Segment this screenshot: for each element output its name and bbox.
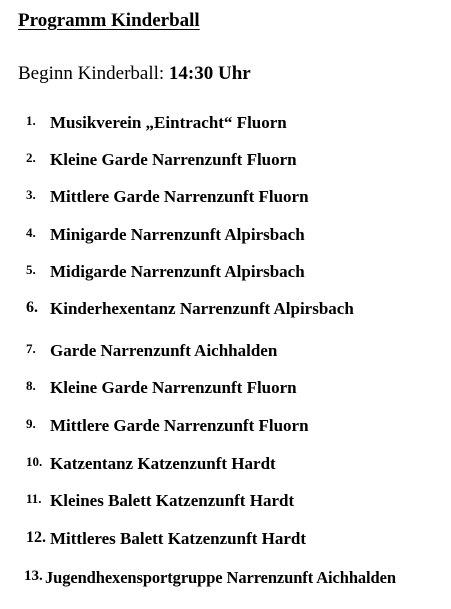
item-text: Jugendhexensportgruppe Narrenzunft Aichhalden [45, 568, 396, 587]
item-number: 10. [26, 454, 43, 469]
item-number: 5. [26, 262, 36, 277]
item-text: Kleines Balett Katzenzunft Hardt [50, 491, 295, 510]
item-number: 12. [26, 529, 46, 546]
item-text: Minigarde Narrenzunft Alpirsbach [50, 225, 305, 244]
item-number: 4. [26, 225, 36, 240]
item-text: Katzentanz Katzenzunft Hardt [50, 454, 276, 473]
item-number: 6. [26, 299, 38, 316]
item-number: 9. [26, 416, 36, 431]
start-time-line [18, 63, 251, 85]
item-text: Garde Narrenzunft Aichhalden [50, 341, 278, 360]
item-text: Kinderhexentanz Narrenzunft Alpirsbach [50, 299, 354, 318]
item-text: Midigarde Narrenzunft Alpirsbach [50, 262, 305, 281]
document-title: Programm Kinderball [18, 10, 200, 31]
item-text: Musikverein „Eintracht“ Fluorn [50, 113, 287, 132]
item-text: Mittlere Garde Narrenzunft Fluorn [50, 416, 309, 435]
item-number: 11. [26, 491, 42, 506]
start-label: Beginn Kinderball: [18, 63, 165, 84]
start-time-value: 14:30 Uhr [168, 63, 251, 84]
item-number: 7. [26, 341, 36, 356]
item-number: 2. [26, 150, 36, 165]
item-text: Kleine Garde Narrenzunft Fluorn [50, 378, 297, 397]
item-text: Mittleres Balett Katzenzunft Hardt [50, 529, 307, 548]
item-text: Kleine Garde Narrenzunft Fluorn [50, 150, 297, 169]
item-number: 8. [26, 378, 36, 393]
item-number: 3. [26, 187, 36, 202]
item-number: 1. [26, 113, 36, 128]
item-number: 13. [24, 568, 43, 584]
item-text: Mittlere Garde Narrenzunft Fluorn [50, 187, 309, 206]
